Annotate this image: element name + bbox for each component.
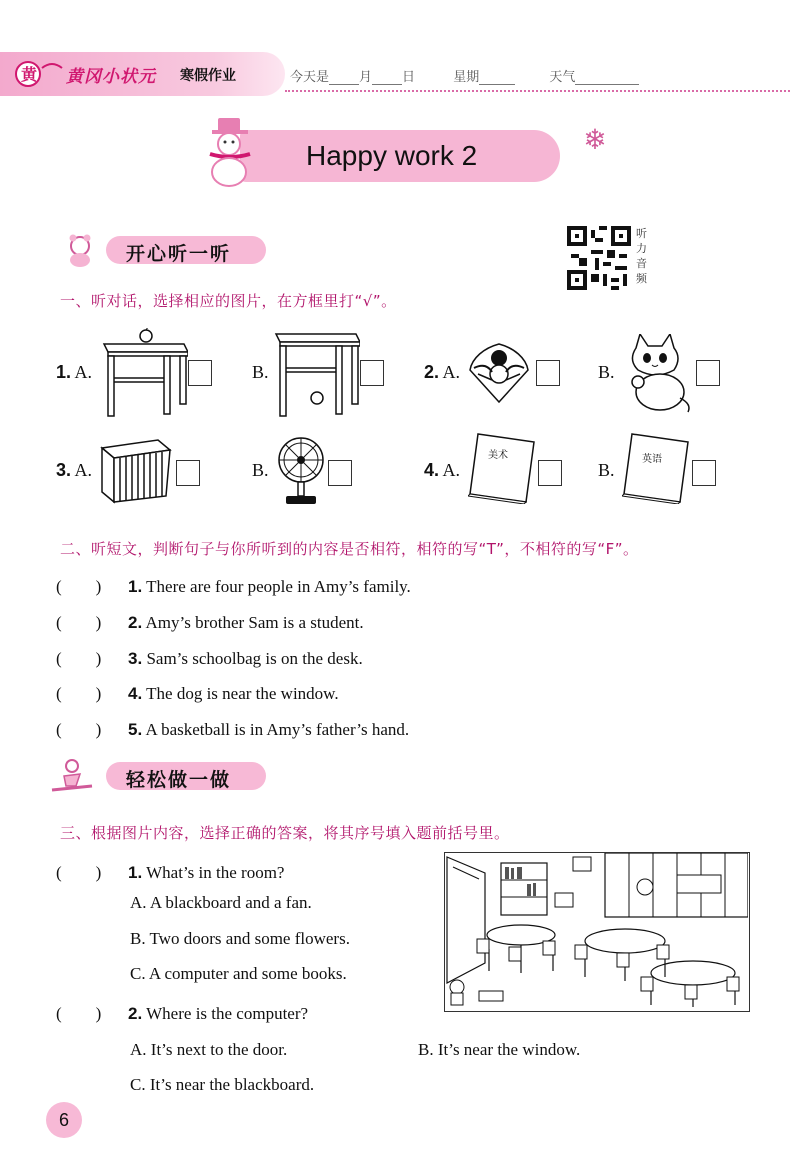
question-2 xyxy=(56,999,308,1024)
tf-row-3 xyxy=(56,644,363,669)
option-a-label: A. xyxy=(442,362,461,382)
brand-name: 黄冈小状元 xyxy=(66,67,156,87)
date-weather-label: 天气 xyxy=(549,70,576,85)
tf-text: Amy’s brother Sam is a student. xyxy=(145,613,364,632)
snowman-icon xyxy=(206,116,254,188)
table-apple-under-icon xyxy=(272,328,360,418)
checkbox-4a[interactable] xyxy=(538,460,562,486)
art-book-icon xyxy=(468,432,536,504)
classroom-scene-icon xyxy=(445,853,748,1010)
answer-paren[interactable]: ( ) xyxy=(56,1004,102,1023)
tf-text: Sam’s schoolbag is on the desk. xyxy=(146,649,363,668)
item1-label xyxy=(56,362,92,383)
q2-option-c: C. It’s near the blackboard. xyxy=(130,1075,315,1094)
checkbox-2a[interactable] xyxy=(536,360,560,386)
answer-paren[interactable]: ( ) xyxy=(56,577,102,596)
tf-number: 3. xyxy=(128,649,143,668)
box-icon xyxy=(100,438,172,504)
art-book-label: 美术 xyxy=(488,450,508,461)
month-blank[interactable] xyxy=(329,71,359,85)
qr-caption xyxy=(636,226,650,286)
brand-logo-icon xyxy=(12,58,66,90)
checkbox-4b[interactable] xyxy=(692,460,716,486)
tf-text: There are four people in Amy’s family. xyxy=(146,577,411,596)
tf-number: 2. xyxy=(128,613,143,632)
item-number: 2. xyxy=(424,362,440,382)
part1-instruction: 一、听对话，选择相应的图片，在方框里打“√”。 xyxy=(60,292,397,310)
tf-number: 1. xyxy=(128,577,143,596)
tf-number: 4. xyxy=(128,684,143,703)
date-line xyxy=(290,66,639,85)
tf-number: 5. xyxy=(128,720,143,739)
section-do-tag xyxy=(50,758,290,794)
date-weekday-label: 星期 xyxy=(453,70,480,85)
title-banner xyxy=(200,126,568,188)
qr-caption-char: 频 xyxy=(636,272,647,285)
weather-blank[interactable] xyxy=(575,71,639,85)
q2-option-b: B. It’s near the window. xyxy=(418,1040,581,1059)
item3-option-b: B. xyxy=(252,460,269,480)
checkbox-1b[interactable] xyxy=(360,360,384,386)
skier-icon xyxy=(50,758,94,794)
svg-text:黄: 黄 xyxy=(21,65,38,84)
item2-label xyxy=(424,362,460,383)
tf-row-2 xyxy=(56,608,364,633)
q1-option-a: A. A blackboard and a fan. xyxy=(130,893,312,912)
date-month-label: 月 xyxy=(359,70,373,85)
brand-subtitle: 寒假作业 xyxy=(180,68,236,84)
q2-option-a: A. It’s next to the door. xyxy=(130,1040,288,1059)
q1-option-b: B. Two doors and some flowers. xyxy=(130,929,350,948)
item3-label xyxy=(56,460,92,481)
weekday-blank[interactable] xyxy=(479,71,515,85)
qr-code-icon[interactable] xyxy=(567,226,631,290)
part3-instruction: 三、根据图片内容，选择正确的答案，将其序号填入题前括号里。 xyxy=(60,824,510,842)
day-blank[interactable] xyxy=(372,71,402,85)
question-number: 1. xyxy=(128,863,143,882)
tf-text: A basketball is in Amy’s father’s hand. xyxy=(145,720,410,739)
english-book-label: 英语 xyxy=(642,454,662,465)
part2-instruction: 二、听短文，判断句子与你所听到的内容是否相符，相符的写“T”，不相符的写“F”。 xyxy=(60,540,639,558)
item-number: 3. xyxy=(56,460,72,480)
page-title: Happy work 2 xyxy=(306,140,478,171)
tf-text: The dog is near the window. xyxy=(146,684,339,703)
tf-row-1 xyxy=(56,572,411,597)
cat-icon xyxy=(622,334,694,414)
tf-row-5 xyxy=(56,715,409,740)
english-book-icon xyxy=(622,432,690,504)
answer-paren[interactable]: ( ) xyxy=(56,649,102,668)
option-a-label: A. xyxy=(442,460,461,480)
qr-caption-char: 力 xyxy=(636,242,647,255)
date-day-label: 日 xyxy=(402,70,416,85)
date-today-label: 今天是 xyxy=(290,70,330,85)
bear-icon xyxy=(60,232,104,268)
question-1 xyxy=(56,858,284,883)
fan-icon xyxy=(276,436,326,506)
question-number: 2. xyxy=(128,1004,143,1023)
question-text: What’s in the room? xyxy=(146,863,285,882)
q1-option-c: C. A computer and some books. xyxy=(130,964,347,983)
qr-caption-char: 听 xyxy=(636,227,647,240)
option-a-label: A. xyxy=(74,362,93,382)
checkbox-3b[interactable] xyxy=(328,460,352,486)
answer-paren[interactable]: ( ) xyxy=(56,684,102,703)
classroom-illustration xyxy=(444,852,750,1012)
item-number: 1. xyxy=(56,362,72,382)
section-listen-label: 开心听一听 xyxy=(126,243,232,265)
item-number: 4. xyxy=(424,460,440,480)
tf-row-4 xyxy=(56,679,339,704)
item2-option-b: B. xyxy=(598,362,615,382)
section-listen-tag xyxy=(60,232,290,268)
checkbox-1a[interactable] xyxy=(188,360,212,386)
question-text: Where is the computer? xyxy=(146,1004,309,1023)
snowflake-icon: ❄ xyxy=(583,125,607,156)
checkbox-2b[interactable] xyxy=(696,360,720,386)
answer-paren[interactable]: ( ) xyxy=(56,863,102,882)
header-bar xyxy=(0,52,800,96)
answer-paren[interactable]: ( ) xyxy=(56,613,102,632)
header-dotted-line xyxy=(285,90,790,92)
checkbox-3a[interactable] xyxy=(176,460,200,486)
answer-paren[interactable]: ( ) xyxy=(56,720,102,739)
item4-label xyxy=(424,460,460,481)
page-number: 6 xyxy=(46,1102,82,1138)
section-do-label: 轻松做一做 xyxy=(126,769,232,791)
item1-option-b: B. xyxy=(252,362,269,382)
option-a-label: A. xyxy=(74,460,93,480)
qr-caption-char: 音 xyxy=(636,257,647,270)
item4-option-b: B. xyxy=(598,460,615,480)
table-apple-on-icon xyxy=(100,328,188,418)
kite-icon xyxy=(468,340,530,406)
